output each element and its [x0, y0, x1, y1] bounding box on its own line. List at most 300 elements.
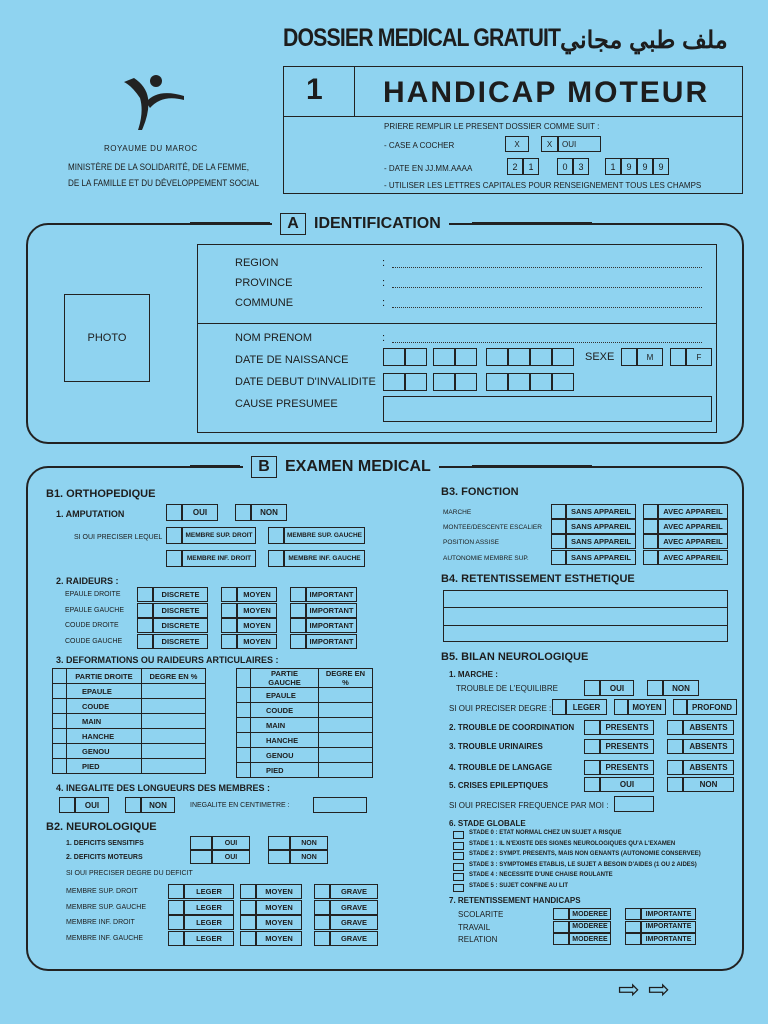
avec-appareil-label: AVEC APPAREIL	[658, 534, 728, 549]
deficits-moteurs-non-label: NON	[290, 850, 328, 864]
date-cell[interactable]	[486, 373, 508, 391]
joint-checkbox[interactable]	[53, 744, 67, 759]
date-cell[interactable]	[383, 373, 405, 391]
deformations-table-right-side	[52, 668, 206, 774]
colon: :	[382, 332, 386, 344]
joint-checkbox[interactable]	[53, 759, 67, 774]
raideur-moyen-checkbox[interactable]	[221, 603, 237, 618]
colon: :	[382, 297, 386, 309]
joint-label: GENOU	[251, 748, 319, 763]
sans-appareil-checkbox[interactable]	[551, 519, 566, 534]
neuro-grave-checkbox[interactable]	[314, 915, 330, 930]
urinaires-presents-checkbox[interactable]	[584, 739, 600, 754]
moderee-label: MODEREE	[569, 908, 611, 920]
date-cell[interactable]	[552, 348, 574, 366]
membre-inf-droit-label: MEMBRE INF. DROIT	[182, 550, 256, 567]
joint-checkbox[interactable]	[237, 703, 251, 718]
urinaires-absents-checkbox[interactable]	[667, 739, 683, 754]
membre-sup-gauche-label: MEMBRE SUP. GAUCHE	[284, 527, 365, 544]
moderee-label: MODEREE	[569, 933, 611, 945]
neuro-leger-checkbox[interactable]	[168, 900, 184, 915]
ministry-line3: DE LA FAMILLE ET DU DÉVELOPPEMENT SOCIAL	[68, 178, 260, 188]
raideur-important-label: IMPORTANT	[306, 603, 357, 618]
avec-appareil-checkbox[interactable]	[643, 504, 658, 519]
si-oui-lequel-label: SI OUI PRECISER LEQUEL	[74, 534, 163, 541]
deformations-label: 3. DEFORMATIONS OU RAIDEURS ARTICULAIRES :	[56, 655, 279, 665]
frequence-field[interactable]	[614, 796, 654, 812]
neuro-moyen2-checkbox[interactable]	[240, 931, 256, 946]
coordination-presents-label: PRESENTS	[600, 720, 654, 735]
stade-label: STADE 3 : SYMPTOMES ETABLIS, LE SUJET A BESOIN D'AIDES (1 OU 2 AIDES)	[469, 861, 697, 868]
deficits-sensitifs-label: 1. DEFICITS SENSITIFS	[66, 840, 144, 847]
raideur-moyen-label: MOYEN	[237, 587, 277, 602]
avec-appareil-checkbox[interactable]	[643, 550, 658, 565]
table-row	[53, 759, 206, 774]
stade-label: STADE 1 : IL N'EXISTE DES SIGNES NEUROLOGIQUES QU'A L'EXAMEN	[469, 840, 676, 847]
neuro-moyen2-label: MOYEN	[256, 931, 302, 946]
date-cell[interactable]	[383, 348, 405, 366]
joint-checkbox[interactable]	[237, 733, 251, 748]
coordination-label: 2. TROUBLE DE COORDINATION	[449, 723, 575, 732]
raideur-important-label: IMPORTANT	[306, 587, 357, 602]
joint-label: HANCHE	[251, 733, 319, 748]
nom-prenom-label: NOM PRENOM	[235, 332, 312, 344]
sans-appareil-label: SANS APPAREIL	[566, 519, 636, 534]
frequence-label: SI OUI PRECISER FREQUENCE PAR MOI :	[449, 801, 609, 810]
importante-checkbox[interactable]	[625, 933, 641, 945]
avec-appareil-checkbox[interactable]	[643, 534, 658, 549]
raideur-discrete-checkbox[interactable]	[137, 587, 153, 602]
date-digit: 1	[523, 158, 539, 175]
region-field[interactable]	[392, 267, 702, 268]
degre-moyen-label: MOYEN	[628, 699, 666, 715]
joint-checkbox[interactable]	[237, 763, 251, 778]
degre-header: DEGRE EN %	[141, 669, 205, 684]
joint-label: MAIN	[67, 714, 142, 729]
avec-appareil-label: AVEC APPAREIL	[658, 504, 728, 519]
neuro-row-label: MEMBRE INF. DROIT	[66, 919, 135, 926]
joint-checkbox[interactable]	[237, 748, 251, 763]
degre-field[interactable]	[141, 729, 205, 744]
degre-header: DEGRE EN %	[318, 669, 372, 688]
example-checkbox-oui: X	[541, 136, 558, 152]
degre-field[interactable]	[318, 763, 372, 778]
joint-label: EPAULE	[67, 684, 142, 699]
neuro-leger-label: LEGER	[184, 915, 234, 930]
neuro-moyen2-label: MOYEN	[256, 884, 302, 899]
crises-label: 5. CRISES EPILEPTIQUES	[449, 781, 549, 790]
joint-checkbox[interactable]	[53, 699, 67, 714]
cause-label: CAUSE PRESUMEE	[235, 398, 338, 410]
table-row	[237, 718, 373, 733]
degre-field[interactable]	[141, 744, 205, 759]
b1-title: B1. ORTHOPEDIQUE	[46, 488, 156, 500]
raideur-row-label: COUDE GAUCHE	[65, 637, 123, 645]
inegalite-non-checkbox[interactable]	[125, 797, 141, 813]
neuro-moyen2-label: MOYEN	[256, 915, 302, 930]
next-arrow-icon[interactable]: ⇨	[618, 974, 640, 1004]
degre-leger-checkbox[interactable]	[552, 699, 566, 715]
neuro-grave-checkbox[interactable]	[314, 931, 330, 946]
neuro-grave-checkbox[interactable]	[314, 884, 330, 899]
colon: :	[382, 277, 386, 289]
si-oui-degre-label: SI OUI PRECISER DEGRE :	[449, 704, 552, 713]
amputation-non-checkbox[interactable]	[235, 504, 251, 521]
next-arrow-icon[interactable]: ⇨	[648, 974, 670, 1004]
urinaires-presents-label: PRESENTS	[600, 739, 654, 754]
moderee-label: MODEREE	[569, 921, 611, 933]
joint-label: PIED	[251, 763, 319, 778]
sans-appareil-checkbox[interactable]	[551, 550, 566, 565]
section-a-header	[272, 212, 449, 236]
fonction-row-label: POSITION ASSISE	[443, 539, 499, 547]
nom-prenom-field[interactable]	[392, 342, 702, 343]
inegalite-oui-label: OUI	[75, 797, 109, 813]
fonction-row-label: MARCHE	[443, 509, 472, 516]
commune-field[interactable]	[392, 307, 702, 308]
case-label: - CASE A COCHER	[384, 141, 455, 150]
date-digit: 0	[557, 158, 573, 175]
raideur-important-checkbox[interactable]	[290, 587, 306, 602]
table-row	[53, 699, 206, 714]
date-digit: 3	[573, 158, 589, 175]
joint-checkbox[interactable]	[53, 714, 67, 729]
langage-label: 4. TROUBLE DE LANGAGE	[449, 763, 553, 772]
inegalite-label: 4. INEGALITE DES LONGUEURS DES MEMBRES :	[56, 783, 271, 793]
neuro-moyen2-checkbox[interactable]	[240, 884, 256, 899]
fonction-row-label: AUTONOMIE MEMBRE SUP.	[443, 554, 529, 562]
ministry-line1: ROYAUME DU MAROC	[104, 144, 198, 153]
deficits-moteurs-label: 2. DEFICITS MOTEURS	[66, 854, 143, 861]
raideur-row-label: EPAULE GAUCHE	[65, 606, 124, 614]
table-row	[237, 748, 373, 763]
crises-oui-checkbox[interactable]	[584, 777, 600, 792]
crises-oui-label: OUI	[600, 777, 654, 792]
equilibre-non-checkbox[interactable]	[647, 680, 663, 696]
joint-checkbox[interactable]	[53, 729, 67, 744]
date-cell[interactable]	[486, 348, 508, 366]
raideur-important-checkbox[interactable]	[290, 603, 306, 618]
degre-field[interactable]	[318, 703, 372, 718]
raideur-discrete-checkbox[interactable]	[137, 634, 153, 649]
raideur-moyen-checkbox[interactable]	[221, 587, 237, 602]
colon: :	[382, 257, 386, 269]
b3-title: B3. FONCTION	[441, 486, 519, 498]
importante-checkbox[interactable]	[625, 908, 641, 920]
joint-checkbox[interactable]	[53, 684, 67, 699]
table-row	[237, 703, 373, 718]
neuro-leger-checkbox[interactable]	[168, 915, 184, 930]
table-row	[237, 733, 373, 748]
sans-appareil-label: SANS APPAREIL	[566, 550, 636, 565]
importante-checkbox[interactable]	[625, 921, 641, 933]
neuro-leger-label: LEGER	[184, 884, 234, 899]
commune-label: COMMUNE	[235, 297, 294, 309]
table-row	[53, 714, 206, 729]
degre-field[interactable]	[318, 748, 372, 763]
moderee-checkbox[interactable]	[553, 908, 569, 920]
degre-field[interactable]	[141, 759, 205, 774]
table-row	[53, 744, 206, 759]
date-cell[interactable]	[455, 348, 477, 366]
langage-presents-checkbox[interactable]	[584, 760, 600, 775]
section-b-title: EXAMEN MEDICAL	[285, 458, 431, 475]
neuro-grave-checkbox[interactable]	[314, 900, 330, 915]
langage-absents-checkbox[interactable]	[667, 760, 683, 775]
example-oui-label: OUI	[558, 136, 601, 152]
caps-note: - UTILISER LES LETTRES CAPITALES POUR RENSEIGNEMENT TOUS LES CHAMPS	[384, 181, 702, 190]
province-field[interactable]	[392, 287, 702, 288]
raideur-moyen-label: MOYEN	[237, 634, 277, 649]
raideur-moyen-label: MOYEN	[237, 603, 277, 618]
deficits-sensitifs-oui-checkbox[interactable]	[190, 836, 212, 850]
date-naissance-label: DATE DE NAISSANCE	[235, 354, 349, 366]
example-checkbox: X	[505, 136, 529, 152]
raideur-important-checkbox[interactable]	[290, 618, 306, 633]
joint-label: MAIN	[251, 718, 319, 733]
degre-field[interactable]	[318, 733, 372, 748]
raideurs-label: 2. RAIDEURS :	[56, 576, 119, 586]
joint-label: HANCHE	[67, 729, 142, 744]
equilibre-oui-checkbox[interactable]	[584, 680, 600, 696]
degre-leger-label: LEGER	[566, 699, 607, 715]
raideur-row-label: EPAULE DROITE	[65, 591, 121, 598]
degre-field[interactable]	[318, 688, 372, 703]
neuro-row-label: MEMBRE SUP. DROIT	[66, 888, 138, 895]
neuro-leger-checkbox[interactable]	[168, 884, 184, 899]
stade-checkbox[interactable]	[453, 863, 464, 871]
avec-appareil-label: AVEC APPAREIL	[658, 519, 728, 534]
membre-inf-gauche-label: MEMBRE INF. GAUCHE	[284, 550, 365, 567]
section-b-letter: B	[251, 456, 277, 478]
raideur-moyen-label: MOYEN	[237, 618, 277, 633]
partie-header: PARTIE GAUCHE	[251, 669, 319, 688]
instruction: PRIERE REMPLIR LE PRESENT DOSSIER COMME SUIT :	[384, 122, 600, 131]
degre-profond-label: PROFOND	[687, 699, 737, 715]
stade-label: STADE 4 : NECESSITE D'UNE CHAISE ROULANTE	[469, 872, 613, 878]
date-cell[interactable]	[455, 373, 477, 391]
b4-title: B4. RETENTISSEMENT ESTHETIQUE	[441, 573, 635, 585]
deficits-sensitifs-non-checkbox[interactable]	[268, 836, 290, 850]
section-a-title: IDENTIFICATION	[314, 215, 441, 232]
neuro-moyen2-checkbox[interactable]	[240, 915, 256, 930]
date-digit: 9	[637, 158, 653, 175]
raideur-discrete-label: DISCRETE	[153, 634, 208, 649]
date-digit: 9	[621, 158, 637, 175]
retentissement-esthetique-field[interactable]	[443, 590, 728, 642]
b5-title: B5. BILAN NEUROLOGIQUE	[441, 651, 589, 663]
form-number: 1	[306, 73, 323, 106]
degre-field[interactable]	[141, 714, 205, 729]
urinaires-label: 3. TROUBLE URINAIRES	[449, 742, 543, 751]
raideur-row-label: COUDE DROITE	[65, 622, 119, 629]
degre-field[interactable]	[141, 699, 205, 714]
neuro-grave-label: GRAVE	[330, 900, 378, 915]
title-fr: DOSSIER MEDICAL GRATUIT	[283, 24, 561, 52]
table-row	[237, 688, 373, 703]
urinaires-absents-label: ABSENTS	[683, 739, 734, 754]
date-cell[interactable]	[433, 348, 455, 366]
membre-sup-gauche-checkbox[interactable]	[268, 527, 284, 544]
amputation-oui-checkbox[interactable]	[166, 504, 182, 521]
degre-field[interactable]	[141, 684, 205, 699]
ministry-logo	[118, 72, 188, 134]
trouble-equilibre-label: TROUBLE DE L'EQUILIBRE	[456, 684, 558, 693]
date-digit: 1	[605, 158, 621, 175]
joint-label: EPAULE	[251, 688, 319, 703]
deficits-moteurs-non-checkbox[interactable]	[268, 850, 290, 864]
date-cell[interactable]	[405, 373, 427, 391]
neuro-row-label: MEMBRE SUP. GAUCHE	[66, 903, 146, 911]
sexe-label: SEXE	[585, 351, 615, 363]
retentissement-row-label: SCOLARITE	[458, 910, 504, 919]
date-label: - DATE EN JJ.MM.AAAA	[384, 164, 473, 173]
coordination-absents-label: ABSENTS	[683, 720, 734, 735]
deficits-moteurs-oui-label: OUI	[212, 850, 250, 864]
sexe-m-label: M	[637, 348, 663, 366]
langage-presents-label: PRESENTS	[600, 760, 654, 775]
retentissement-row-label: TRAVAIL	[458, 922, 491, 932]
coordination-presents-checkbox[interactable]	[584, 720, 600, 735]
table-row	[53, 729, 206, 744]
moderee-checkbox[interactable]	[553, 933, 569, 945]
neuro-row-label: MEMBRE INF. GAUCHE	[66, 934, 144, 942]
degre-field[interactable]	[318, 718, 372, 733]
ministry-line2: MINISTÈRE DE LA SOLIDARITÉ, DE LA FEMME,	[68, 162, 249, 172]
importante-label: IMPORTANTE	[641, 921, 696, 933]
langage-absents-label: ABSENTS	[683, 760, 734, 775]
raideur-moyen-checkbox[interactable]	[221, 618, 237, 633]
date-cell[interactable]	[530, 348, 552, 366]
importante-label: IMPORTANTE	[641, 908, 696, 920]
date-cell[interactable]	[508, 373, 530, 391]
form-category: HANDICAP MOTEUR	[383, 76, 710, 109]
stade-label: STADE 2 : SYMPT. PRESENTS, MAIS NON GENANTS (AUTONOMIE CONSERVEE)	[469, 851, 701, 857]
table-row	[237, 763, 373, 778]
equilibre-non-label: NON	[663, 680, 699, 696]
retentissement-row-label: RELATION	[458, 935, 498, 944]
photo-box[interactable]: PHOTO	[64, 294, 150, 382]
marche-label: 1. MARCHE :	[449, 670, 498, 679]
region-label: REGION	[235, 257, 279, 269]
sans-appareil-checkbox[interactable]	[551, 534, 566, 549]
raideur-discrete-checkbox[interactable]	[137, 618, 153, 633]
raideur-discrete-label: DISCRETE	[153, 603, 208, 618]
date-cell[interactable]	[530, 373, 552, 391]
si-oui-degre-deficit-label: SI OUI PRECISER DEGRE DU DEFICIT	[66, 870, 193, 877]
raideur-discrete-checkbox[interactable]	[137, 603, 153, 618]
section-b-header	[243, 455, 439, 479]
raideur-important-label: IMPORTANT	[306, 618, 357, 633]
fonction-row-label: MONTEE/DESCENTE ESCALIER	[443, 524, 542, 532]
date-cell[interactable]	[508, 348, 530, 366]
sans-appareil-checkbox[interactable]	[551, 504, 566, 519]
date-cell[interactable]	[433, 373, 455, 391]
neuro-grave-label: GRAVE	[330, 915, 378, 930]
deficits-moteurs-oui-checkbox[interactable]	[190, 850, 212, 864]
sans-appareil-label: SANS APPAREIL	[566, 504, 636, 519]
amputation-oui-label: OUI	[182, 504, 218, 521]
neuro-leger-label: LEGER	[184, 931, 234, 946]
neuro-moyen2-label: MOYEN	[256, 900, 302, 915]
sexe-f-checkbox[interactable]	[670, 348, 686, 366]
raideur-discrete-label: DISCRETE	[153, 587, 208, 602]
stade-checkbox[interactable]	[453, 831, 464, 839]
degre-profond-checkbox[interactable]	[673, 699, 687, 715]
raideur-discrete-label: DISCRETE	[153, 618, 208, 633]
amputation-label: 1. AMPUTATION	[56, 509, 125, 519]
membre-sup-droit-checkbox[interactable]	[166, 527, 182, 544]
date-digit: 9	[653, 158, 669, 175]
degre-moyen-checkbox[interactable]	[614, 699, 628, 715]
sans-appareil-label: SANS APPAREIL	[566, 534, 636, 549]
stade-checkbox[interactable]	[453, 852, 464, 860]
inegalite-cm-label: INEGALITE EN CENTIMETRE :	[190, 802, 290, 809]
joint-label: PIED	[67, 759, 142, 774]
importante-label: IMPORTANTE	[641, 933, 696, 945]
raideur-important-checkbox[interactable]	[290, 634, 306, 649]
avec-appareil-checkbox[interactable]	[643, 519, 658, 534]
joint-label: COUDE	[251, 703, 319, 718]
table-row	[53, 684, 206, 699]
b2-title: B2. NEUROLOGIQUE	[46, 821, 157, 833]
raideur-important-label: IMPORTANT	[306, 634, 357, 649]
stade-checkbox[interactable]	[453, 884, 464, 892]
membre-inf-droit-checkbox[interactable]	[166, 550, 182, 567]
sexe-f-label: F	[686, 348, 712, 366]
joint-label: COUDE	[67, 699, 142, 714]
cause-field[interactable]	[383, 396, 712, 422]
deficits-sensitifs-oui-label: OUI	[212, 836, 250, 850]
deficits-sensitifs-non-label: NON	[290, 836, 328, 850]
neuro-moyen2-checkbox[interactable]	[240, 900, 256, 915]
equilibre-oui-label: OUI	[600, 680, 634, 696]
raideur-moyen-checkbox[interactable]	[221, 634, 237, 649]
inegalite-oui-checkbox[interactable]	[59, 797, 75, 813]
deformations-table-left-side	[236, 668, 373, 778]
retentissement-handicaps-label: 7. RETENTISSEMENT HANDICAPS	[449, 896, 581, 905]
stade-label: STADE 5 : SUJET CONFINE AU LIT	[469, 882, 569, 889]
joint-checkbox[interactable]	[237, 688, 251, 703]
crises-non-checkbox[interactable]	[667, 777, 683, 792]
stade-checkbox[interactable]	[453, 842, 464, 850]
partie-header: PARTIE DROITE	[67, 669, 142, 684]
stade-label: STADE 0 : ETAT NORMAL CHEZ UN SUJET A RISQUE	[469, 830, 622, 836]
inegalite-cm-field[interactable]	[313, 797, 367, 813]
joint-label: GENOU	[67, 744, 142, 759]
coordination-absents-checkbox[interactable]	[667, 720, 683, 735]
date-digit: 2	[507, 158, 523, 175]
membre-inf-gauche-checkbox[interactable]	[268, 550, 284, 567]
section-a-letter: A	[280, 213, 306, 235]
stade-checkbox[interactable]	[453, 873, 464, 881]
amputation-non-label: NON	[251, 504, 287, 521]
moderee-checkbox[interactable]	[553, 921, 569, 933]
date-invalidite-label: DATE DEBUT D'INVALIDITE	[235, 376, 376, 388]
avec-appareil-label: AVEC APPAREIL	[658, 550, 728, 565]
date-cell[interactable]	[405, 348, 427, 366]
neuro-grave-label: GRAVE	[330, 884, 378, 899]
title-ar: ملف طبي مجاني	[560, 27, 728, 54]
neuro-leger-label: LEGER	[184, 900, 234, 915]
inegalite-non-label: NON	[141, 797, 175, 813]
date-cell[interactable]	[552, 373, 574, 391]
sexe-m-checkbox[interactable]	[621, 348, 637, 366]
joint-checkbox[interactable]	[237, 718, 251, 733]
membre-sup-droit-label: MEMBRE SUP. DROIT	[182, 527, 256, 544]
neuro-leger-checkbox[interactable]	[168, 931, 184, 946]
crises-non-label: NON	[683, 777, 734, 792]
